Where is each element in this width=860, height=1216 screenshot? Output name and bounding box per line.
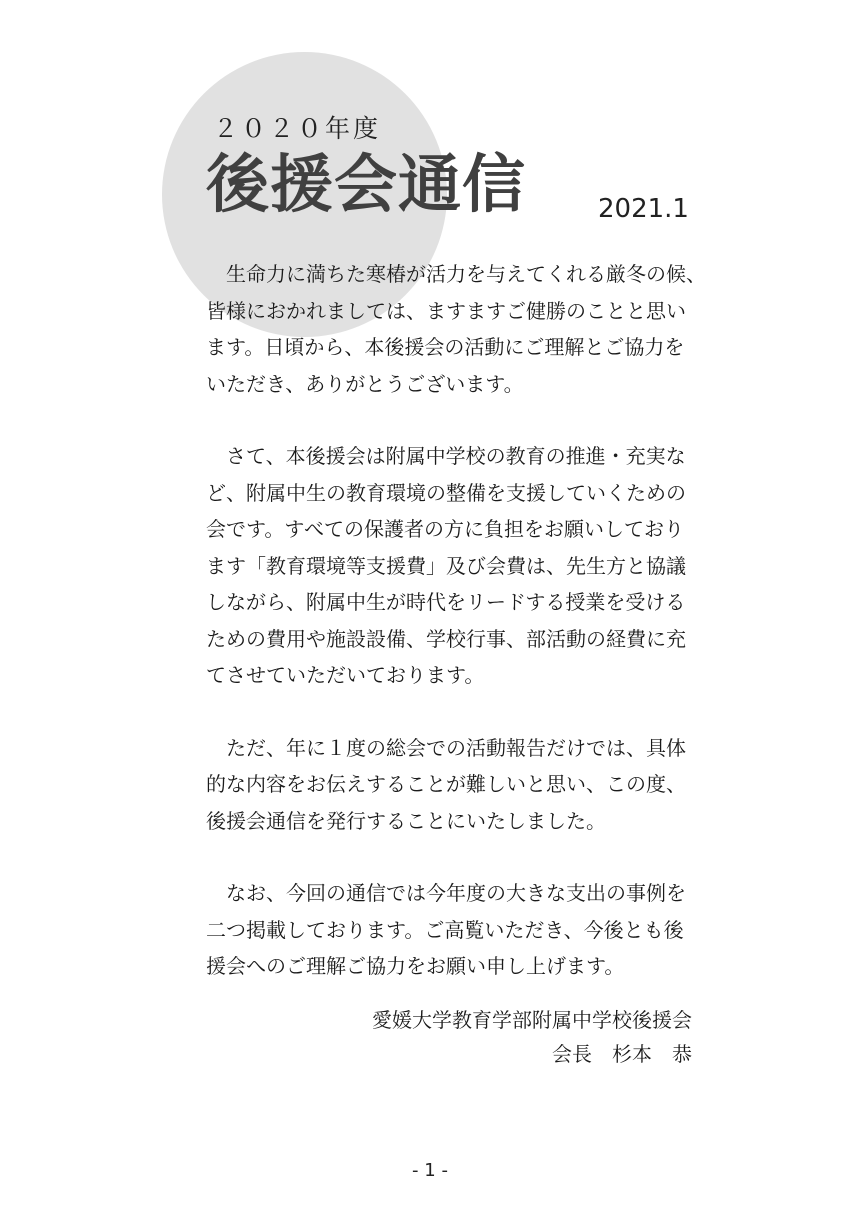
text-line: ます。日頃から、本後援会の活動にご理解とご協力を <box>206 335 685 359</box>
issue-date: 2021.1 <box>598 194 689 224</box>
text-line: 後援会通信を発行することにいたしました。 <box>206 808 606 833</box>
fiscal-year-label: ２０２０年度 <box>213 114 382 143</box>
text-line: てさせていただいております。 <box>206 663 485 687</box>
page-number: - 1 - <box>412 1160 448 1181</box>
paragraph-closing <box>206 875 706 985</box>
president-name: 会長 杉本 恭 <box>552 1042 692 1066</box>
text-line: 会です。すべての保護者の方に負担をお願いしており <box>206 517 684 541</box>
text-line: 二つ掲載しております。ご高覧いただき、今後とも後 <box>206 917 684 942</box>
text-line: ます「教育環境等支援費」及び会費は、先生方と協議 <box>206 553 686 578</box>
body-text <box>206 256 706 1021</box>
signature-block <box>372 1003 692 1071</box>
text-line: いただき、ありがとうございます。 <box>206 371 524 396</box>
organization-name: 愛媛大学教育学部附属中学校後援会 <box>372 1008 692 1032</box>
text-line: しながら、附属中生が時代をリードする授業を受ける <box>206 590 686 614</box>
text-line: ど、附属中生の教育環境の整備を支援していくための <box>206 480 686 505</box>
text-line: 的な内容をお伝えすることが難しいと思い、この度、 <box>206 772 686 796</box>
text-line: 援会へのご理解ご協力をお願い申し上げます。 <box>206 954 625 978</box>
paragraph-greeting <box>206 256 706 402</box>
newsletter-title: 後援会通信 <box>206 148 526 221</box>
text-line: さて、本後援会は附属中学校の教育の推進・充実な <box>206 444 686 468</box>
paragraph-purpose <box>206 438 706 694</box>
paragraph-reason <box>206 730 706 840</box>
text-line: なお、今回の通信では今年度の大きな支出の事例を <box>206 881 686 905</box>
text-line: ただ、年に１度の総会での活動報告だけでは、具体 <box>206 735 686 760</box>
text-line: 生命力に満ちた寒椿が活力を与えてくれる厳冬の候、 <box>206 262 706 286</box>
text-line: ための費用や施設設備、学校行事、部活動の経費に充 <box>206 626 686 651</box>
text-line: 皆様におかれましては、ますますご健勝のことと思い <box>206 298 686 323</box>
